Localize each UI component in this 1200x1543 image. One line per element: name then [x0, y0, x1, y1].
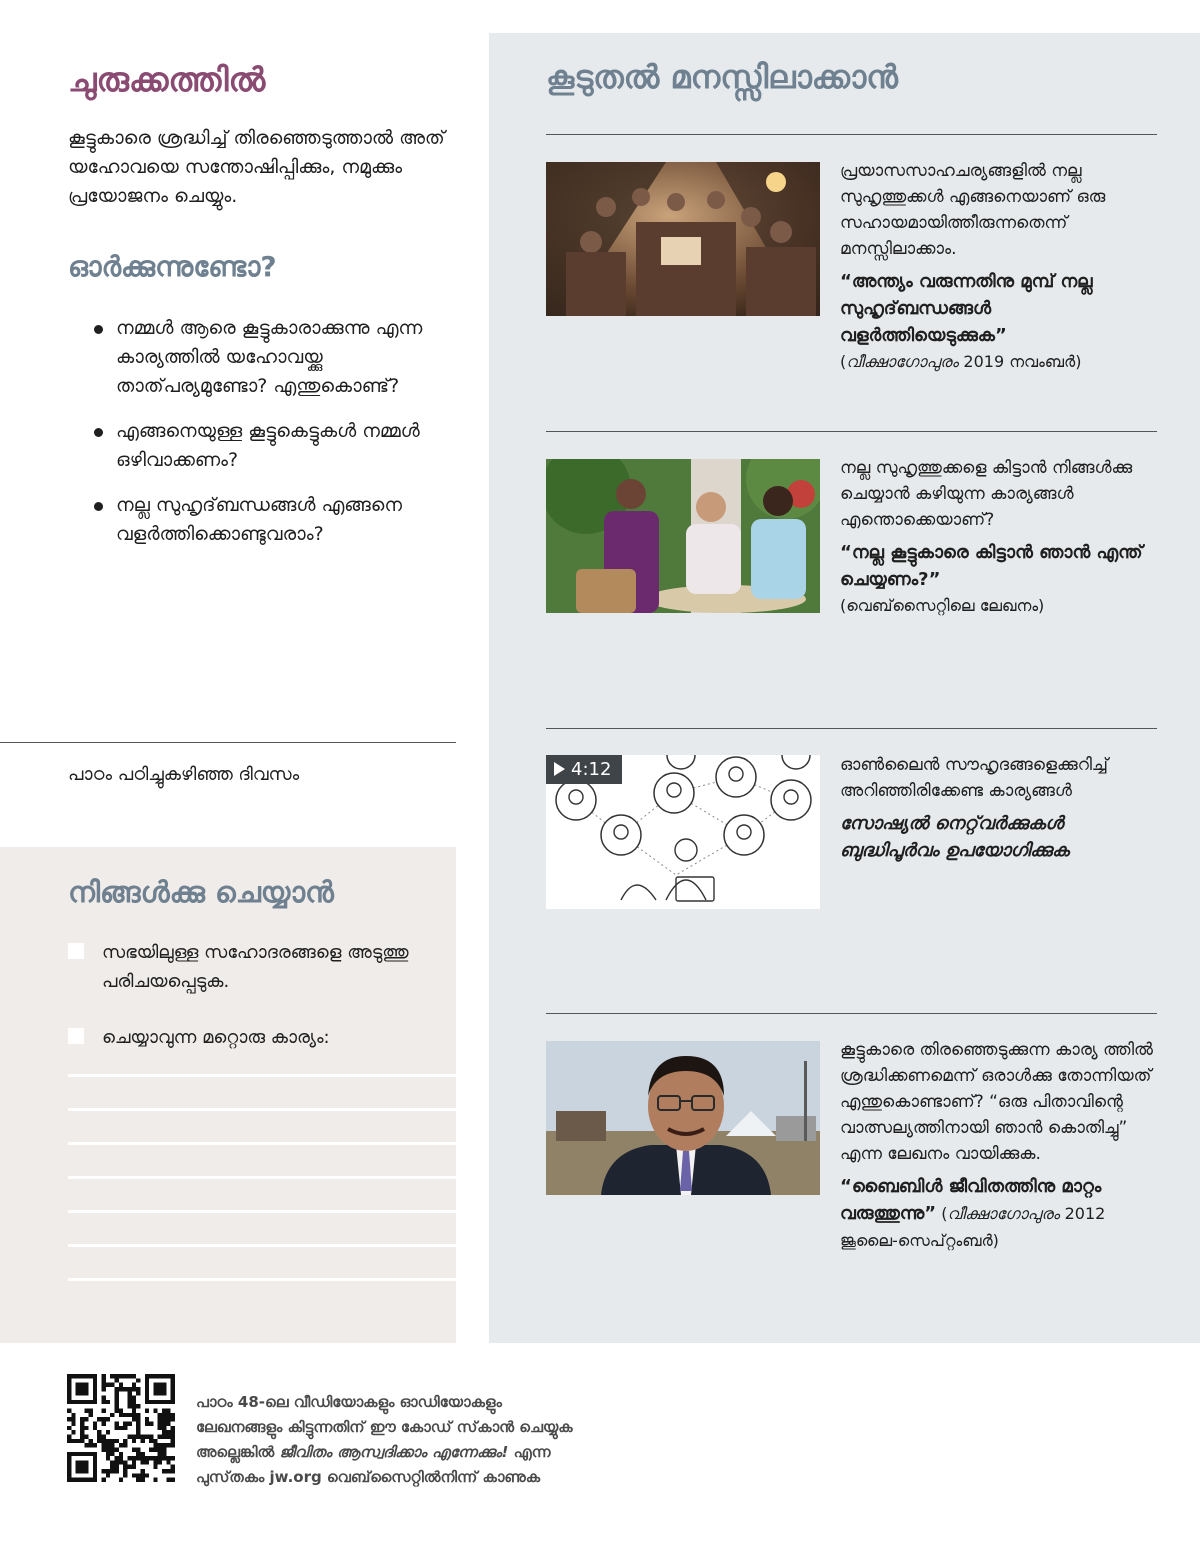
recall-question: എങ്ങനെയുള്ള കൂട്ടുകെട്ടുകൾ നമ്മൾ ഒഴിവാക്കണം? — [90, 417, 460, 475]
article-summary: പ്രയാസസാഹചര്യങ്ങളിൽ നല്ല സുഹൃത്തുക്കൾ എങ്ങനെയാണ് ഒരു സഹായമായിത്തീരുന്നതെന്ന് മനസ്സിലാക്കാം. — [840, 161, 1106, 259]
video-duration-badge[interactable] — [546, 755, 622, 784]
group-study-image — [546, 162, 820, 316]
footer-line: ലേഖനങ്ങളും കിട്ടുന്നതിന് ഈ കോഡ് സ്‌കാൻ ചെയ്യുക — [196, 1418, 573, 1436]
article-reference: “ബൈബിൾ ജീവിതത്തിനു മാറ്റം വരുത്തുന്നു” (വീക്ഷാഗോപുരം 2012 ജൂലൈ-സെപ്‌റ്റംബർ) — [840, 1176, 1106, 1250]
divider — [546, 431, 1157, 432]
book-title: ജീവിതം ആസ്വദിക്കാം എന്നേക്കും! — [279, 1443, 509, 1461]
recall-heading: ഓർക്കുന്നുണ്ടോ? — [68, 250, 277, 283]
footer-text-fragment: എന്ന — [508, 1443, 551, 1461]
article-title-link[interactable]: “നല്ല കൂട്ടുകാരെ കിട്ടാൻ ഞാൻ എന്ത് ചെയ്യണം?” — [840, 542, 1143, 590]
writing-line[interactable] — [68, 1244, 456, 1247]
video-summary: ഓൺലൈൻ സൗഹൃദങ്ങളെക്കുറിച്ച് അറിഞ്ഞിരിക്കേണ്ട കാര്യങ്ങൾ — [840, 755, 1108, 801]
todo-item-label: ചെയ്യാവുന്ന മറ്റൊരു കാര്യം: — [102, 1027, 330, 1048]
footer-line: പാഠം 48-ലെ വീഡിയോകളും ഓഡിയോകളും — [196, 1393, 502, 1411]
recall-question-list — [90, 314, 460, 565]
footer-text-fragment: അല്ലെങ്കിൽ — [196, 1443, 280, 1461]
article-summary: കൂട്ടുകാരെ തിരഞ്ഞെടുക്കുന്ന കാര്യ ത്തിൽ ശ്രദ്ധിക്കണമെന്ന് ഒരാൾക്കു തോന്നിയത് എന്തുകൊണ്ടാണ്? “ഒരു പിതാവിന്റെ വാത്സല്യത്തിനായി ഞാൻ കൊതിച്ചു” എന്ന ലേഖനം വായിക്കുക. — [840, 1040, 1153, 1164]
writing-line[interactable] — [68, 1278, 456, 1281]
article-title-link[interactable]: “ബൈബിൾ ജീവിതത്തിനു മാറ്റം വരുത്തുന്നു” — [840, 1176, 1102, 1224]
summary-text: കൂട്ടുകാരെ ശ്രദ്ധിച്ച് തിരഞ്ഞെടുത്താൽ അത് യഹോവയെ സന്തോഷിപ്പിക്കും, നമുക്കും പ്രയോജനം ചെയ്യും. — [68, 127, 445, 207]
writing-line[interactable] — [68, 1176, 456, 1179]
footer-note — [196, 1390, 716, 1490]
article-summary: നല്ല സുഹൃത്തുക്കളെ കിട്ടാൻ നിങ്ങൾക്കു ചെയ്യാൻ കഴിയുന്ന കാര്യങ്ങൾ എന്തൊക്കെയാണ്? — [840, 458, 1133, 530]
divider — [0, 742, 456, 743]
todo-panel — [0, 847, 456, 1343]
footer-line — [196, 1440, 716, 1465]
video-description — [840, 752, 1160, 864]
writing-line[interactable] — [68, 1142, 456, 1145]
friends-talking-image — [546, 459, 820, 613]
play-icon[interactable] — [554, 762, 565, 776]
article-description — [840, 1037, 1160, 1254]
article-source: (വീക്ഷാഗോപുരം 2019 നവംബർ) — [840, 352, 1082, 371]
article-thumbnail-group-study[interactable] — [546, 162, 820, 316]
publication-name: വീക്ഷാഗോപുരം — [947, 1204, 1060, 1223]
summary-heading: ചുരുക്കത്തിൽ — [68, 60, 266, 99]
publication-date: 2019 നവംബർ — [963, 352, 1076, 371]
recall-question: നല്ല സുഹൃദ്‌ബന്ധങ്ങൾ എങ്ങനെ വളർത്തിക്കൊണ്ടുവരാം? — [90, 491, 460, 549]
qr-code-icon[interactable] — [67, 1374, 175, 1482]
article-description — [840, 455, 1160, 619]
article-description — [840, 158, 1160, 375]
publication-date: 2012 ജൂലൈ-സെപ്‌റ്റംബർ — [840, 1204, 1106, 1250]
divider — [546, 1013, 1157, 1014]
divider — [546, 728, 1157, 729]
man-portrait-image — [546, 1041, 820, 1195]
footer-line: പുസ്‌തകം jw.org വെബ്‌സൈറ്റിൽനിന്ന് കാണുക — [196, 1468, 541, 1486]
todo-item[interactable] — [68, 938, 428, 996]
completion-date-label: പാഠം പഠിച്ചുകഴിഞ്ഞ ദിവസം — [68, 764, 300, 785]
article-source: (വെബ്‌സൈറ്റിലെ ലേഖനം) — [840, 596, 1045, 615]
video-duration: 4:12 — [571, 759, 612, 780]
todo-heading: നിങ്ങൾക്കു ചെയ്യാൻ — [68, 875, 334, 909]
todo-item-label: സഭയിലുള്ള സഹോദരങ്ങളെ അടുത്തു പരിചയപ്പെടുക. — [102, 942, 409, 992]
todo-item[interactable] — [68, 1023, 428, 1052]
recall-question: നമ്മൾ ആരെ കൂട്ടുകാരാക്കുന്നു എന്ന കാര്യത്തിൽ യഹോവയ്ക്കു താത്‌പര്യമുണ്ടോ? എന്തുകൊണ്ട്? — [90, 314, 460, 401]
qr-code[interactable] — [67, 1374, 175, 1482]
writing-line[interactable] — [68, 1210, 456, 1213]
checkbox-icon[interactable] — [68, 943, 84, 959]
learn-more-heading: കൂടുതൽ മനസ്സിലാക്കാൻ — [546, 58, 898, 96]
video-title-link[interactable]: സോഷ്യൽ നെറ്റ്‌വർക്കുകൾ ബുദ്ധിപൂർവം ഉപയോഗിക്കുക — [840, 813, 1070, 861]
checkbox-icon[interactable] — [68, 1028, 84, 1044]
writing-line[interactable] — [68, 1074, 456, 1077]
publication-name: വീക്ഷാഗോപുരം — [846, 352, 959, 371]
article-title-link[interactable]: “അന്ത്യം വരുന്നതിനു മുമ്പ് നല്ല സുഹൃദ്‌ബന്ധങ്ങൾ വളർത്തിയെടുക്കുക” — [840, 271, 1093, 346]
article-thumbnail-man[interactable] — [546, 1041, 820, 1195]
divider — [546, 134, 1157, 135]
article-thumbnail-friends[interactable] — [546, 459, 820, 613]
writing-line[interactable] — [68, 1108, 456, 1111]
